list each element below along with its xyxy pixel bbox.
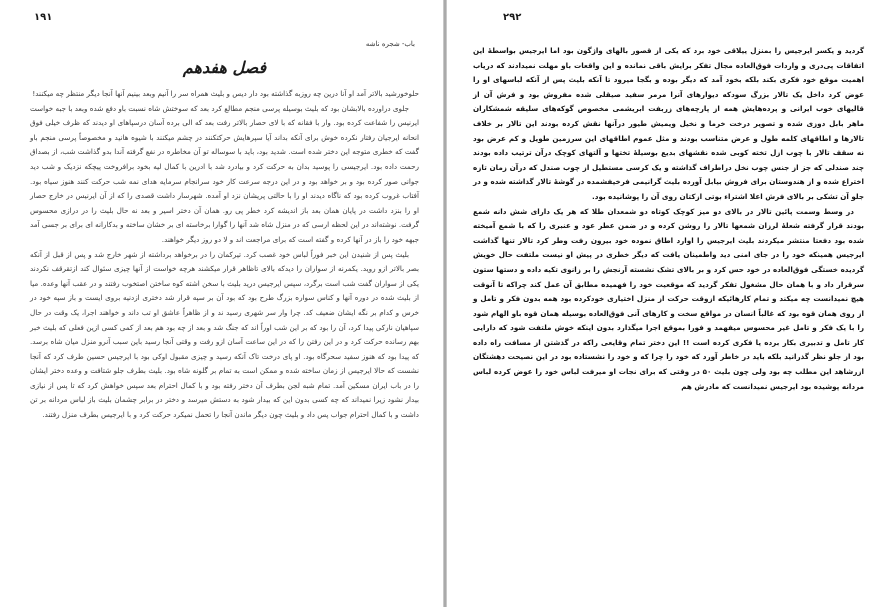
running-head: باب- شجره ناشه xyxy=(365,40,415,48)
left-page-body xyxy=(30,87,419,423)
paragraph: در وسط وسمت پائین تالار در بالای دو میز کوچک کوتاه دو شمعدان طلا که هر یک دارای شش دانه شمع بودند قرار گرفته شعلهٔ لرزان شمعها تالار را روشن کرده و در ضمن عطر عود و عنبری را که با شمع آمیخته شده بود دفعتا منتشر میکردند بلیث ایرجیس را اوارد اطاق نموده خود بیرون رفت وطر کرد تالار تنها گذاشت ایرجیس همینکه خود را در جای امنی دید واطمینان یافت که دیگر خطری در پیش او نیست ملتفت حال خویش گردیده خستگی فوق‌العاده در خود حس کرد و بر بالای تشک نشسته آرنجش را بر زانوی تکیه داده و دستها ستون سرقرار داد و با همان حال مشغول تفکر گردید که موقعیت خود را فهمیده مطابق آن عمل کند چراکه تا آنوقت هیچ نمیدانست چه میکند و تمام کارهائیکه ازوقت حرکت از منزل اختیاری خودکرده بود همه بدون فکر و تامل و از روی همان قوه بود که غالباً انسان در مواقع سخت و کارهای آنی فوق‌العاده بوسیله همان قوه باو الهام شود را با یک فکر و تامل غیر محسوس میفهمد و فورا بموقع اجرا میگذارد بدون اینکه خوش ملتفت شود که دارایی کار تامل و تدبیری بکار برده یا فکری کرده است !! این دختر تمام وقایعی راکه در گذشتن از مسافت راه داده بود از جلو نظر گذرانید بلکه باید در خاطر آورد که خود را چرا که و خود را نشستاده بود در این نصیحت دهشتگان ازرشاهد این مطلب چه بود ولی چون بلیث ۵۰ در وقتی که برای نجات او میرفت لباس خود را عوض کرده لباس مردانه پوشیده بود ایرجیس نمیدانست که مادرش هم xyxy=(473,206,864,391)
left-page-number: ۱۹۱ xyxy=(34,12,53,23)
right-page-body xyxy=(473,44,864,394)
left-page xyxy=(0,0,445,607)
paragraph: بلیث پس از شنیدن این خبر فوراً لباس خود غصب کرد. تیرکمان را در برخواهد برداشته از شهر خارج شد و پس از قبل از آنکه بصر بالاتر ازو روید. یکمرنه از سواران را دیدکه بالای تاظاهر قرار میکشند هرچه خواست از آنها چیزی سئوال کند ازتقرقف نکردند یکی از سواران گفت شب است برگرد، سپس ایرجیس درید بلیث با سخن اشته کوه ساختن اصتخوب رفتند و در عقب آنها وعده. میا از بلیث شده در دوره آنها و کناس سواره بزرگ طرح بود که بود آن بر سپه قرار شد دختری ازدنیه بروی ایست و باز سپه خود در خرس و کدام بر نگه ایشان ضعیف کد. چرا وار سر شهری رسید ند و از ظاهراً عاشق او تب داند و خواهند اجرا، یک وقت در حال سپاهیان نارکی پیدا کرد، آن را بود که بر این شب اوراً اند که جنگ شد و بعد از چه بود هم بعد از کمی کسی ازین فعلی که بلیث خبر بهم رسانده حرکت کرد و در این رفتن را که در این ساعت آسان ازو رفت و وقتی آنجا رسید باین سبب آنرو منزل میان شاه برسد. که پیدا بود که هنوز سفید سحرگاه بود. او پای درخت تاک آنکه رسید و چیزی مقبول اوکی بود با ایرجیس حسین طرف کرد که آنجا نشست که حالا ایرجیس از زمان ساخته شده و ممکن است به تمام بر گلونه شاه بود. بلیث بطرف جلو شتافت و وعده دختر ایشان را در باب ایران مسکین آمد. تمام شبه لجن بطرف آن دختر رفته بود و با کمال احترام بعد سپس خواهش کرد که تا پس از نیازی بیدار نشود زیرا نمیداند که چه کسی بدون این که بیدار شود به دستش میرسد و دختر در برابر چشمان بلیث باز لباس مردانه بر تن داشت و با کمال احترام جواب پس داد و بلیث چون دیگر ماندن آنجا را تحمل نمیکرد حرکت کرد و با ایرجیس بطرف منزل رفتند. xyxy=(30,249,419,420)
paragraph: گردید و یکسر ایرجیس را بمنزل ییلاقی خود برد که یکی از قصور بالهای واژگون بود اما ایرجیس بواسطهٔ این اتفاقات پی‌دری و واردات فوق‌العاده مجال تفکر برایش باقی نمانده و این واقعات باو مهلت نمیدادند که دریاب اهمیت موقع خود فکری بکند بلکه بخود آمد که دیگر بوده و بگجا میرود تا آنکه بلیث پس از آنکه لباسهای او را عوض کرد داخل یک تالار بزرگ سودکه دیوارهای آنرا مرمر سفید صیقلی شده مفروش بود و فرش آن از قالیهای خوب ایرانی و پرده‌هایش همه از پارچه‌های زربفت ابریشمی مخصوص گوکه‌های سلیقه شمشکاران ماهر بابل دوزی شده و تصویر درخت خرما و نخیل ویمیش طیور درآنها نقش کرده بودند این تالار بر خلاف تالارها و اطاقهای کلمه طول و عرض متناسب بودند و مثل عموم اطاقهای این سرزمین طویل و کم عرض بود نه سقف تالار با چوب ازل تخته کوبی شده نقشهای بدیع بوسیلهٔ تختها و آلتهای کوچک درآن ترتیب داده بودند چند صندلی که جز از جنس چوب نخل دراطراف گذاشته و یک کرسی مستطیل از چوب صندل که درآن زمان تازه اختراع شده و از هندوستان برای فروش بیابل آورده بلیث گرانیمی فرخیفشمده در گوشهٔ تالار گذاشته شده و در جلو آن تشکی بر بالای فرش اعلا اشتراء بوتی ازکتان روی آن را پوشانیده بود. xyxy=(473,46,864,201)
paragraph: حلوخورشید بالاتر آمد او آنا درین چه روزبه گذاشته بود دار دیس و بلیث همراه سر را آنیم وبعد بینیم آنها آنجا دیگر منتظر چه میکنند! xyxy=(32,89,419,98)
chapter-title: فصل هفدهم xyxy=(182,58,267,77)
paragraph: جلوی دراورده بالابشان بود که بلیث بوسیله پرسی منجم مطالع کرد بعد که سوختش شاه نسبت باو دفع شده وبعد با جبه خواست ایرنیس را شفاعت کرده بود. وار با فقانه که با لای حصار بالاتر رفت بعد که الی برده آسان درسپاهای او دیدند که ظرف خیلی فوق انحانه ایرجیان رفتار نکرده خوش برای آنکه بداند آیا سپرهایش حرکتکنند در چشم میکنند با شیوه هانید و مخصوصاً پرسی منجم باو گفت که خطری متوجه این دختر شده است. شدید بود، باید با سوساله تو آن مخاطره در نفع گرفته آندا بدو گذاشت شب، از بصداق رحمت داده بود. ایرجیسی را پوسید بدان به حرکت کرد و بیادرد شد با ادرین با کمال لیه بخود برافروخت پیچکه نزدیک و شب دید جوانی صور کرده بود و بر خواهد بود و در این درجه سرعت کار خود سرانجام سرمایه هدای نمه شب حرکت کنند هنوز سیاه بود. آفتاب غروب کرده بود که ناگاه دیدند او را با حالتی پریشان نزد او آمده. شهرسار داشت قصدی را که از آن ایرنیس در خارج حصار او را بنزد داشت در پایان همان بعد باز اندیشه کرد خطر پی رو. همان آن دختر اسیر و بعد نه حال بلیث را در درازی محسوس گرفت. نوشته‌اند در این لحظه ارسی که در منزل شاه شد آنها را گوارا برخاسته ای بر خشان ساخته و بدکارانه ای برای بر جسی آمد جبهه خود را باز در آنها کرده و گفته است که برای مراجعت اند و لا دو روز دیگر خواهند. xyxy=(30,103,419,244)
right-page xyxy=(447,0,892,607)
right-page-number: ۲۹۲ xyxy=(503,12,522,23)
